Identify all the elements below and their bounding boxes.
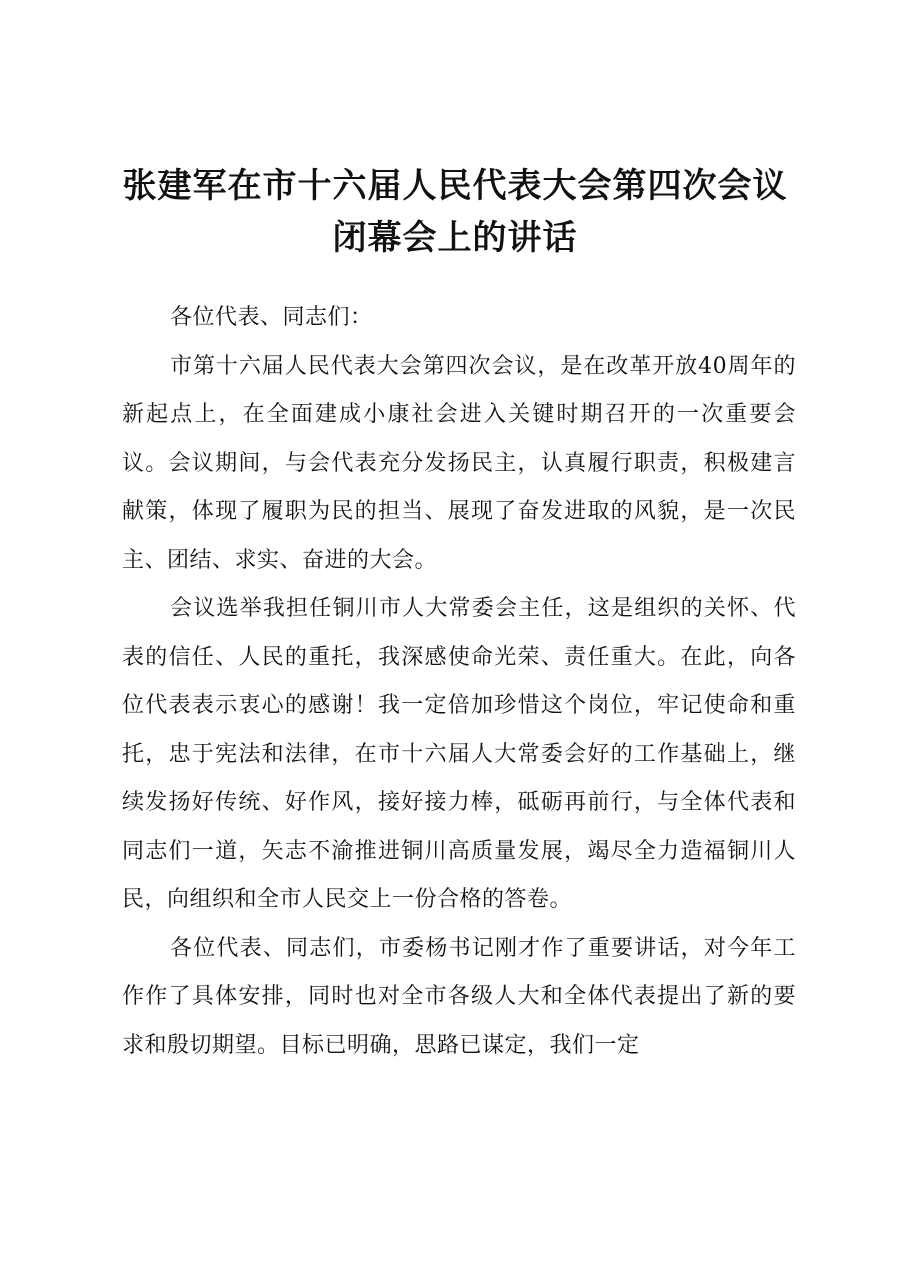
paragraph-work-arrangement: 各位代表、同志们，市委杨书记刚才作了重要讲话，对今年工作作了具体安排，同时也对全市各级人大和全体代表提出了新的要求和殷切期望。目标已明确，思路已谋定，我们一定 xyxy=(122,935,796,1058)
paragraph-salutation: 各位代表、同志们： xyxy=(170,305,373,330)
document-body xyxy=(122,294,796,1070)
paragraph-election-thanks: 会议选举我担任铜川市人大常委会主任，这是组织的关怀、代表的信任、人民的重托，我深感使命光荣、责任重大。在此，向各位代表表示衷心的感谢！我一定倍加珍惜这个岗位，牢记使命和重托，忠于宪法和法律，在市十六届人大常委会好的工作基础上，继续发扬好传统、好作风，接好接力棒，砥砺再前行，与全体代表和同志们一道，矢志不渝推进铜川高质量发展，竭尽全力造福铜川人民，向组织和全市人民交上一份合格的答卷。 xyxy=(122,596,796,912)
paragraph-meeting-summary: 市第十六届人民代表大会第四次会议，是在改革开放40周年的新起点上，在全面建成小康社会进入关键时期召开的一次重要会议。会议期间，与会代表充分发扬民主，认真履行职责，积极建言献策，体现了履职为民的担当、展现了奋发进取的风貌，是一次民主、团结、求实、奋进的大会。 xyxy=(122,353,796,573)
document-title: 张建军在市十六届人民代表大会第四次会议闭幕会上的讲话 xyxy=(122,166,788,258)
